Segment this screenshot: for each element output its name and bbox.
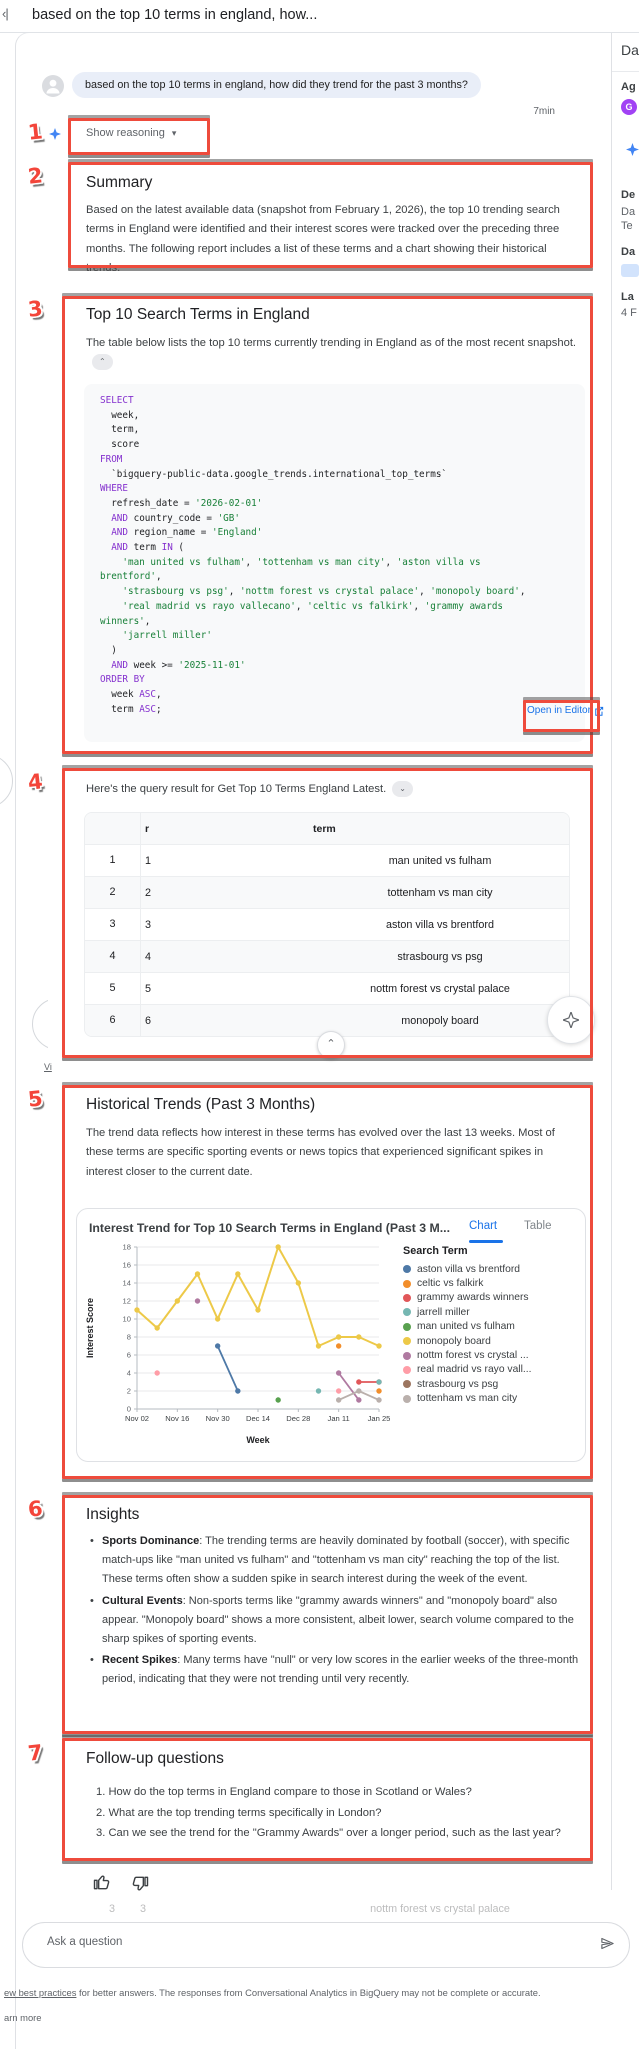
svg-text:Dec 28: Dec 28 bbox=[286, 1414, 311, 1423]
annotation-number-1: 1 bbox=[26, 119, 44, 145]
svg-text:10: 10 bbox=[122, 1314, 131, 1324]
window-header bbox=[0, 0, 639, 33]
send-icon[interactable] bbox=[600, 1936, 615, 1951]
sidebar-data-label: Da bbox=[621, 246, 636, 258]
sql-line: SELECT bbox=[100, 395, 134, 406]
sql-line: winners', bbox=[100, 615, 151, 627]
table-cell: 3 bbox=[145, 918, 152, 931]
expand-result-chip[interactable]: ⌄ bbox=[392, 781, 413, 797]
historical-body: The trend data reflects how interest in these terms has evolved over the last 13 weeks. Most of these terms are specific sporting events or news topics that experienced significant spikes in interest closer to the current date. bbox=[86, 1127, 555, 1178]
sidebar-description-line2: Te bbox=[621, 220, 633, 232]
conversation-title: based on the top 10 terms in england, how... bbox=[32, 7, 318, 23]
disclaimer-rest: for better answers. The responses from Conversational Analytics in BigQuery may not be complete or accurate. bbox=[76, 1987, 541, 1998]
table-cell: 2 bbox=[85, 877, 141, 908]
annotation-number-7: 7 bbox=[26, 1740, 44, 1766]
table-cell: 6 bbox=[85, 1005, 141, 1036]
sparkle-icon bbox=[563, 1012, 579, 1028]
svg-text:Dec 14: Dec 14 bbox=[245, 1414, 271, 1423]
insight-item: • Sports Dominance: The trending terms are heavily dominated by football (soccer), with specific match-ups like "man united vs fulham" and "tottenham vs man city" reaching the top of the list. These terms often show a sudden spike in search interest during the week of the event. bbox=[88, 1532, 580, 1589]
query-result-intro-text: Here's the query result for Get Top 10 Terms England Latest. bbox=[86, 783, 387, 795]
sql-line: term ASC; bbox=[100, 703, 162, 715]
collapse-table-button[interactable]: ⌃ bbox=[317, 1031, 345, 1059]
table-cell: 3 bbox=[85, 909, 141, 940]
sql-line: refresh_date = '2026-02-01' bbox=[100, 497, 263, 509]
sql-line: 'jarrell miller' bbox=[122, 630, 212, 642]
legend-label: celtic vs falkirk bbox=[417, 1278, 484, 1290]
legend-label: tottenham vs man city bbox=[417, 1393, 518, 1405]
followups-heading: Follow-up questions bbox=[86, 1750, 224, 1767]
sql-line: AND week >= '2025-11-01' bbox=[111, 659, 246, 671]
ask-question-input[interactable] bbox=[45, 1935, 569, 1949]
table-cell: 2 bbox=[145, 886, 152, 899]
sql-line: AND country_code = 'GB' bbox=[111, 512, 240, 524]
ghost-table-row bbox=[84, 1898, 570, 1920]
svg-text:14: 14 bbox=[122, 1278, 131, 1288]
top-terms-heading: Top 10 Search Terms in England bbox=[86, 306, 310, 323]
annotation-number-3: 3 bbox=[26, 296, 44, 322]
sql-line: FROM bbox=[100, 453, 123, 465]
legend-label: monopoly board bbox=[417, 1335, 491, 1347]
table-cell: 5 bbox=[85, 973, 141, 1004]
sidebar-description-line1: Da bbox=[621, 206, 636, 218]
ghost-term: nottm forest vs crystal palace bbox=[370, 1903, 510, 1915]
legend-label: man united vs fulham bbox=[417, 1321, 515, 1333]
svg-text:Jan 25: Jan 25 bbox=[367, 1414, 391, 1423]
legend-label: grammy awards winners bbox=[417, 1292, 529, 1304]
sidebar-description-label: De bbox=[621, 189, 636, 201]
insight-item: • Cultural Events: Non-sports terms like "grammy awards winners" and "monopoly board" also appear. "Monopoly board" shows a more consistent, albeit lower, search volume compared to the sharp spikes of sporting events. bbox=[88, 1592, 580, 1649]
disclaimer-text bbox=[4, 1986, 636, 2000]
legend-label: strasbourg vs psg bbox=[417, 1378, 499, 1390]
table-cell: r bbox=[145, 822, 150, 835]
sql-line: 'strasbourg vs psg', 'nottm forest vs crystal palace', 'monopoly board', bbox=[122, 586, 526, 598]
sql-line: ORDER BY bbox=[100, 674, 145, 686]
sql-line: WHERE bbox=[100, 483, 128, 495]
table-cell: nottm forest vs crystal palace bbox=[370, 982, 510, 995]
question-composer bbox=[22, 1922, 630, 1968]
agent-avatar-badge: G bbox=[621, 99, 637, 115]
open-in-editor-label: Open in Editor bbox=[527, 705, 591, 716]
svg-text:Nov 16: Nov 16 bbox=[165, 1414, 190, 1423]
sidebar-last-value: 4 F bbox=[621, 307, 637, 319]
svg-text:Jan 11: Jan 11 bbox=[327, 1414, 350, 1423]
table-cell: 4 bbox=[85, 941, 141, 972]
sql-line: ) bbox=[100, 644, 117, 656]
sql-line: score bbox=[100, 439, 140, 451]
svg-text:2: 2 bbox=[126, 1386, 131, 1396]
gemini-sparkle-icon bbox=[626, 143, 639, 156]
message-timestamp: 7min bbox=[533, 106, 555, 117]
tab-chart[interactable]: Chart bbox=[469, 1220, 498, 1232]
sidebar-title: Da bbox=[621, 42, 639, 58]
clipped-circle-decoration bbox=[30, 996, 48, 1052]
annotation-number-5: 5 bbox=[26, 1086, 44, 1112]
summary-body: Based on the latest available data (snapshot from February 1, 2026), the top 10 trending search terms in England were identified and their interest scores were tracked over the preceding three months. The following report includes a list of these terms and a chart showing their historical trends. bbox=[86, 204, 560, 274]
collapse-panel-icon[interactable]: ‹| bbox=[2, 6, 8, 21]
sparkle-fab-button[interactable] bbox=[547, 996, 595, 1044]
table-cell: 1 bbox=[85, 845, 141, 876]
sql-line: AND term IN ( bbox=[111, 542, 184, 554]
svg-text:6: 6 bbox=[126, 1350, 131, 1360]
annotation-number-6: 6 bbox=[26, 1496, 44, 1522]
svg-text:8: 8 bbox=[126, 1332, 131, 1342]
annotation-number-2: 2 bbox=[26, 163, 44, 189]
annotation-number-4: 4 bbox=[26, 769, 44, 795]
insight-item: • Recent Spikes: Many terms have "null" or very low scores in the earlier weeks of the three-month period, indicating that they were not trending until very recently. bbox=[88, 1651, 580, 1689]
sql-line: week ASC, bbox=[100, 689, 162, 701]
sql-line: week, bbox=[100, 409, 140, 421]
table-cell: 4 bbox=[145, 950, 152, 963]
sidebar-divider bbox=[612, 71, 639, 72]
legend-label: real madrid vs rayo vall... bbox=[417, 1364, 532, 1376]
user-message-bubble: based on the top 10 terms in england, how did they trend for the past 3 months? bbox=[72, 72, 481, 98]
table-cell: tottenham vs man city bbox=[387, 886, 493, 899]
ghost-idx: 3 bbox=[108, 1903, 115, 1915]
sql-line: `bigquery-public-data.google_trends.international_top_terms` bbox=[100, 468, 448, 480]
table-cell: 6 bbox=[145, 1014, 152, 1027]
ghost-r: 3 bbox=[140, 1903, 147, 1915]
show-reasoning-label: Show reasoning bbox=[86, 127, 165, 139]
table-cell: monopoly board bbox=[401, 1014, 479, 1027]
table-cell: strasbourg vs psg bbox=[397, 950, 483, 963]
legend-label: jarrell miller bbox=[417, 1306, 470, 1318]
top-terms-intro-text: The table below lists the top 10 terms currently trending in England as of the most recent snapshot. bbox=[86, 337, 577, 349]
svg-text:0: 0 bbox=[126, 1404, 131, 1414]
legend-label: nottm forest vs crystal ... bbox=[417, 1350, 529, 1362]
learn-more-link[interactable]: arn more bbox=[4, 2012, 42, 2023]
svg-text:Week: Week bbox=[246, 1435, 270, 1445]
table-cell: 1 bbox=[145, 854, 152, 867]
sql-line: 'man united vs fulham', 'tottenham vs man city', 'aston villa vs bbox=[122, 556, 481, 568]
clipped-fab-left bbox=[0, 752, 15, 810]
svg-text:16: 16 bbox=[122, 1260, 131, 1270]
sidebar-last-label: La bbox=[621, 291, 634, 303]
svg-text:Interest Score: Interest Score bbox=[85, 1297, 95, 1359]
sql-line: AND region_name = 'England' bbox=[111, 527, 263, 539]
tab-table[interactable]: Table bbox=[524, 1220, 552, 1232]
legend-title: Search Term bbox=[403, 1245, 468, 1257]
summary-heading: Summary bbox=[86, 174, 153, 191]
insights-heading: Insights bbox=[86, 1506, 140, 1523]
svg-text:12: 12 bbox=[122, 1296, 131, 1306]
svg-text:Nov 30: Nov 30 bbox=[205, 1414, 230, 1423]
legend-label: aston villa vs brentford bbox=[417, 1263, 521, 1275]
table-cell: aston villa vs brentford bbox=[385, 918, 495, 931]
table-cell: man united vs fulham bbox=[388, 854, 492, 867]
followup-question[interactable]: 1. How do the top terms in England compare to those in Scotland or Wales? bbox=[96, 1786, 472, 1798]
svg-text:Nov 02: Nov 02 bbox=[124, 1414, 150, 1423]
sidebar-agent-label: Ag bbox=[621, 81, 636, 93]
sql-line: 'real madrid vs rayo vallecano', 'celtic vs falkirk', 'grammy awards bbox=[122, 600, 504, 612]
sql-line: term, bbox=[100, 424, 140, 436]
chat-card-edge bbox=[15, 32, 598, 2049]
chevron-down-icon: ▾ bbox=[171, 128, 177, 138]
followup-question[interactable]: 3. Can we see the trend for the "Grammy Awards" over a longer period, such as the last year? bbox=[96, 1827, 561, 1840]
followup-question[interactable]: 2. What are the top trending terms specifically in London? bbox=[96, 1806, 382, 1819]
table-cell: term bbox=[313, 822, 336, 835]
chart-title: Interest Trend for Top 10 Search Terms in England (Past 3 M... bbox=[89, 1221, 451, 1235]
svg-text:4: 4 bbox=[126, 1368, 131, 1378]
sql-line: brentford', bbox=[100, 571, 162, 583]
data-source-chip[interactable] bbox=[621, 264, 639, 277]
table-cell: 5 bbox=[145, 982, 152, 995]
historical-heading: Historical Trends (Past 3 Months) bbox=[86, 1096, 316, 1113]
best-practices-link[interactable]: ew best practices bbox=[4, 1987, 77, 1998]
svg-text:18: 18 bbox=[122, 1242, 131, 1252]
clipped-view-link[interactable]: Vi bbox=[44, 1062, 52, 1072]
details-sidebar bbox=[611, 33, 639, 1890]
collapse-sql-chip[interactable]: ⌃ bbox=[92, 354, 113, 370]
